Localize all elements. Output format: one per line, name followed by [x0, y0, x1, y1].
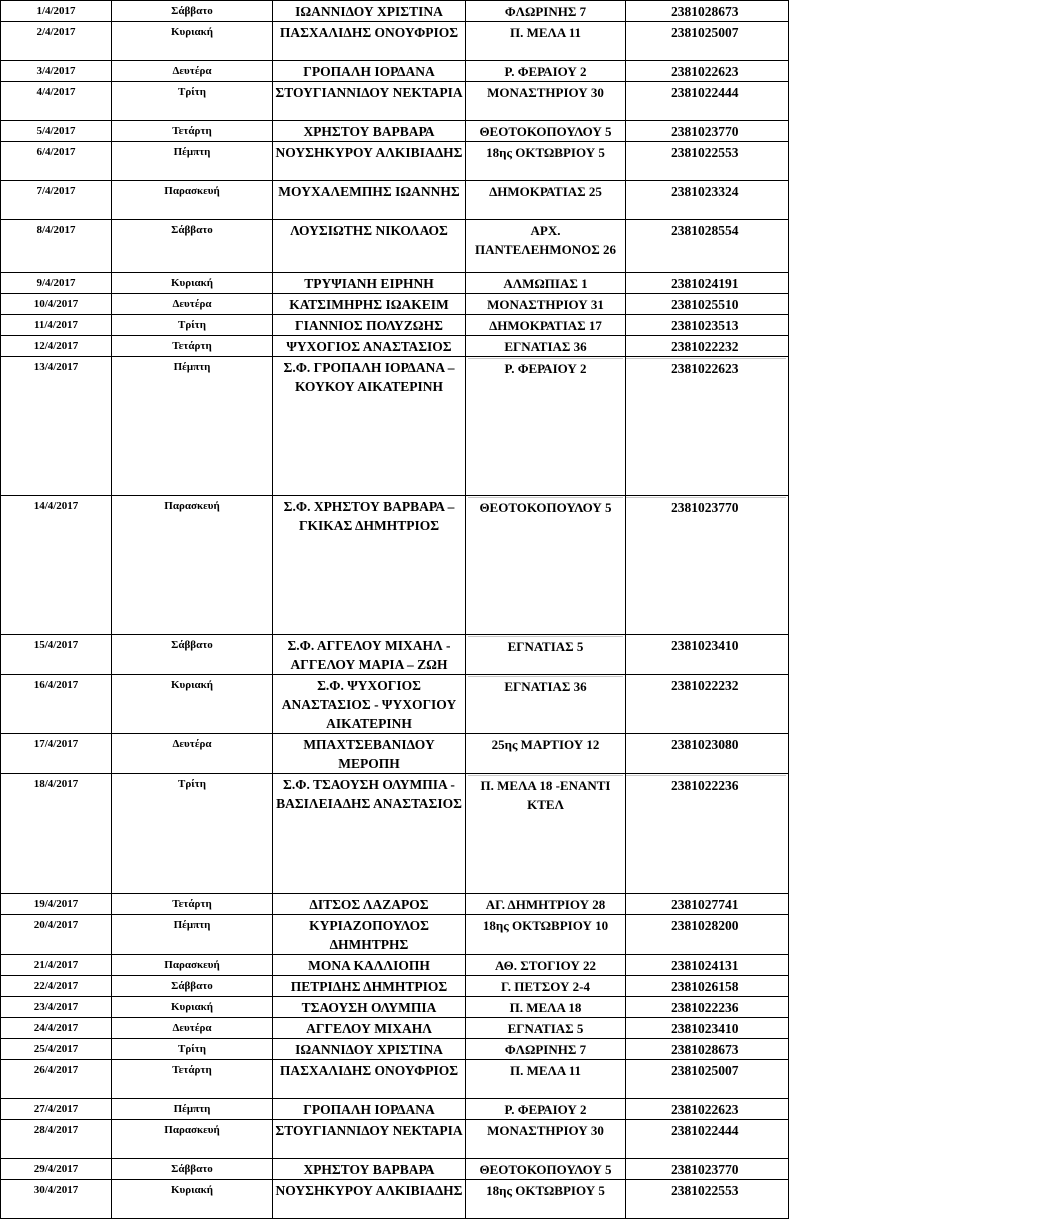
pharmacist-name-cell: ΝΟΥΣΗΚΥΡΟΥ ΑΛΚΙΒΙΑΔΗΣ	[273, 142, 466, 181]
address-cell: ΘΕΟΤΟΚΟΠΟΥΛΟΥ 5	[466, 1159, 626, 1180]
date-cell: 27/4/2017	[1, 1099, 112, 1120]
table-row	[1, 1180, 789, 1219]
date-cell: 18/4/2017	[1, 774, 112, 894]
table-row	[1, 894, 789, 915]
phone-cell: 2381023324	[626, 181, 789, 220]
date-cell: 8/4/2017	[1, 220, 112, 273]
pharmacist-name-cell: ΜΟΥΧΑΛΕΜΠΗΣ ΙΩΑΝΝΗΣ	[273, 181, 466, 220]
pharmacist-name-cell: ΠΕΤΡΙΔΗΣ ΔΗΜΗΤΡΙΟΣ	[273, 976, 466, 997]
phone-cell: 2381022623	[626, 1099, 789, 1120]
address-cell: Ρ. ΦΕΡΑΙΟΥ 2	[466, 61, 626, 82]
date-cell: 5/4/2017	[1, 121, 112, 142]
table-row	[1, 997, 789, 1018]
table-row	[1, 336, 789, 357]
address-cell: ΑΓ. ΔΗΜΗΤΡΙΟΥ 28	[466, 894, 626, 915]
address-text: ΕΓΝΑΤΙΑΣ 36	[468, 676, 623, 696]
phone-cell	[626, 774, 789, 894]
date-cell: 6/4/2017	[1, 142, 112, 181]
phone-cell: 2381022444	[626, 82, 789, 121]
address-cell	[466, 774, 626, 894]
address-cell: ΑΘ. ΣΤΟΓΙΟΥ 22	[466, 955, 626, 976]
pharmacist-name-cell: ΤΣΑΟΥΣΗ ΟΛΥΜΠΙΑ	[273, 997, 466, 1018]
day-cell: Παρασκευή	[112, 496, 273, 635]
day-cell: Παρασκευή	[112, 181, 273, 220]
phone-cell: 2381022236	[626, 997, 789, 1018]
day-cell: Τετάρτη	[112, 336, 273, 357]
date-cell: 19/4/2017	[1, 894, 112, 915]
phone-cell	[626, 357, 789, 496]
date-cell: 23/4/2017	[1, 997, 112, 1018]
address-cell: 18ης ΟΚΤΩΒΡΙΟΥ 5	[466, 142, 626, 181]
phone-cell: 2381027741	[626, 894, 789, 915]
table-row	[1, 1120, 789, 1159]
pharmacist-name-cell: Σ.Φ. ΑΓΓΕΛΟΥ ΜΙΧΑΗΛ - ΑΓΓΕΛΟΥ ΜΑΡΙΑ – ΖΩΗ	[273, 635, 466, 675]
address-cell: ΦΛΩΡΙΝΗΣ 7	[466, 1039, 626, 1060]
date-cell: 16/4/2017	[1, 675, 112, 734]
date-cell: 13/4/2017	[1, 357, 112, 496]
day-cell: Σάββατο	[112, 1159, 273, 1180]
phone-cell: 2381025007	[626, 1060, 789, 1099]
table-row	[1, 357, 789, 496]
address-text: ΕΓΝΑΤΙΑΣ 5	[468, 636, 623, 656]
address-cell: Ρ. ΦΕΡΑΙΟΥ 2	[466, 1099, 626, 1120]
address-text: Π. ΜΕΛΑ 18 -ΕΝΑΝΤΙ ΚΤΕΛ	[468, 775, 623, 814]
date-cell: 10/4/2017	[1, 294, 112, 315]
phone-cell: 2381022553	[626, 142, 789, 181]
address-cell: ΜΟΝΑΣΤΗΡΙΟΥ 31	[466, 294, 626, 315]
table-row	[1, 1, 789, 22]
phone-cell: 2381022232	[626, 675, 789, 734]
pharmacist-name-cell: ΝΟΥΣΗΚΥΡΟΥ ΑΛΚΙΒΙΑΔΗΣ	[273, 1180, 466, 1219]
phone-cell: 2381023410	[626, 1018, 789, 1039]
day-cell: Κυριακή	[112, 22, 273, 61]
phone-cell: 2381028673	[626, 1, 789, 22]
phone-cell: 2381022232	[626, 336, 789, 357]
day-cell: Πέμπτη	[112, 357, 273, 496]
pharmacist-name-cell: ΔΙΤΣΟΣ ΛΑΖΑΡΟΣ	[273, 894, 466, 915]
address-cell: Π. ΜΕΛΑ 11	[466, 22, 626, 61]
pharmacist-name-cell: ΚΥΡΙΑΖΟΠΟΥΛΟΣ ΔΗΜΗΤΡΗΣ	[273, 915, 466, 955]
address-cell: ΕΓΝΑΤΙΑΣ 36	[466, 336, 626, 357]
table-row	[1, 61, 789, 82]
pharmacist-name-cell: ΜΠΑΧΤΣΕΒΑΝΙΔΟΥ ΜΕΡΟΠΗ	[273, 734, 466, 774]
table-row	[1, 955, 789, 976]
phone-cell: 2381023513	[626, 315, 789, 336]
address-cell: ΔΗΜΟΚΡΑΤΙΑΣ 25	[466, 181, 626, 220]
phone-cell: 2381023410	[626, 635, 789, 675]
phone-cell: 2381028200	[626, 915, 789, 955]
pharmacist-name-cell: ΙΩΑΝΝΙΔΟΥ ΧΡΙΣΤΙΝΑ	[273, 1039, 466, 1060]
phone-text: 2381023770	[626, 497, 786, 517]
address-cell: ΕΓΝΑΤΙΑΣ 5	[466, 1018, 626, 1039]
day-cell: Κυριακή	[112, 997, 273, 1018]
phone-cell: 2381024191	[626, 273, 789, 294]
table-row	[1, 1039, 789, 1060]
phone-text: 2381022623	[626, 358, 786, 378]
phone-cell: 2381022623	[626, 61, 789, 82]
address-cell: ΑΡΧ. ΠΑΝΤΕΛΕΗΜΟΝΟΣ 26	[466, 220, 626, 273]
day-cell: Δευτέρα	[112, 61, 273, 82]
day-cell: Δευτέρα	[112, 734, 273, 774]
table-row	[1, 1099, 789, 1120]
day-cell: Τετάρτη	[112, 894, 273, 915]
date-cell: 26/4/2017	[1, 1060, 112, 1099]
date-cell: 24/4/2017	[1, 1018, 112, 1039]
address-cell: 18ης ΟΚΤΩΒΡΙΟΥ 10	[466, 915, 626, 955]
table-row	[1, 82, 789, 121]
address-cell: Π. ΜΕΛΑ 11	[466, 1060, 626, 1099]
table-row	[1, 635, 789, 675]
table-row	[1, 121, 789, 142]
pharmacist-name-cell: ΓΡΟΠΑΛΗ ΙΟΡΔΑΝΑ	[273, 1099, 466, 1120]
pharmacist-name-cell: ΙΩΑΝΝΙΔΟΥ ΧΡΙΣΤΙΝΑ	[273, 1, 466, 22]
pharmacist-name-cell: ΠΑΣΧΑΛΙΔΗΣ ΟΝΟΥΦΡΙΟΣ	[273, 22, 466, 61]
phone-cell: 2381025007	[626, 22, 789, 61]
table-row	[1, 496, 789, 635]
date-cell: 9/4/2017	[1, 273, 112, 294]
pharmacist-name-cell: ΚΑΤΣΙΜΗΡΗΣ ΙΩΑΚΕΙΜ	[273, 294, 466, 315]
day-cell: Δευτέρα	[112, 294, 273, 315]
phone-cell: 2381022553	[626, 1180, 789, 1219]
day-cell: Δευτέρα	[112, 1018, 273, 1039]
address-text: Ρ. ΦΕΡΑΙΟΥ 2	[468, 358, 623, 378]
phone-cell: 2381028554	[626, 220, 789, 273]
address-cell: Π. ΜΕΛΑ 18	[466, 997, 626, 1018]
phone-text: 2381022236	[626, 775, 786, 795]
day-cell: Τρίτη	[112, 315, 273, 336]
table-row	[1, 181, 789, 220]
phone-cell: 2381024131	[626, 955, 789, 976]
phone-cell: 2381022444	[626, 1120, 789, 1159]
phone-cell	[626, 496, 789, 635]
day-cell: Τρίτη	[112, 774, 273, 894]
day-cell: Τρίτη	[112, 1039, 273, 1060]
address-cell	[466, 496, 626, 635]
phone-cell: 2381023770	[626, 121, 789, 142]
day-cell: Σάββατο	[112, 976, 273, 997]
date-cell: 3/4/2017	[1, 61, 112, 82]
phone-cell: 2381025510	[626, 294, 789, 315]
pharmacist-name-cell: ΧΡΗΣΤΟΥ ΒΑΡΒΑΡΑ	[273, 121, 466, 142]
date-cell: 2/4/2017	[1, 22, 112, 61]
pharmacist-name-cell: ΜΟΝΑ ΚΑΛΛΙΟΠΗ	[273, 955, 466, 976]
table-row	[1, 915, 789, 955]
pharmacist-name-cell: ΣΤΟΥΓΙΑΝΝΙΔΟΥ ΝΕΚΤΑΡΙΑ	[273, 82, 466, 121]
table-row	[1, 315, 789, 336]
address-cell: ΔΗΜΟΚΡΑΤΙΑΣ 17	[466, 315, 626, 336]
address-cell: 25ης ΜΑΡΤΙΟΥ 12	[466, 734, 626, 774]
address-text: ΘΕΟΤΟΚΟΠΟΥΛΟΥ 5	[468, 497, 623, 517]
address-cell: Γ. ΠΕΤΣΟΥ 2-4	[466, 976, 626, 997]
day-cell: Κυριακή	[112, 273, 273, 294]
table-row	[1, 774, 789, 894]
date-cell: 25/4/2017	[1, 1039, 112, 1060]
pharmacist-name-cell: Σ.Φ. ΤΣΑΟΥΣΗ ΟΛΥΜΠΙΑ - ΒΑΣΙΛΕΙΑΔΗΣ ΑΝΑΣΤΑΣΙΟΣ	[273, 774, 466, 894]
date-cell: 7/4/2017	[1, 181, 112, 220]
day-cell: Τρίτη	[112, 82, 273, 121]
pharmacist-name-cell: ΠΑΣΧΑΛΙΔΗΣ ΟΝΟΥΦΡΙΟΣ	[273, 1060, 466, 1099]
address-cell: ΑΛΜΩΠΙΑΣ 1	[466, 273, 626, 294]
day-cell: Σάββατο	[112, 635, 273, 675]
date-cell: 20/4/2017	[1, 915, 112, 955]
day-cell: Κυριακή	[112, 675, 273, 734]
day-cell: Παρασκευή	[112, 1120, 273, 1159]
pharmacist-name-cell: Σ.Φ. ΓΡΟΠΑΛΗ ΙΟΡΔΑΝΑ – ΚΟΥΚΟΥ ΑΙΚΑΤΕΡΙΝΗ	[273, 357, 466, 496]
address-cell: ΜΟΝΑΣΤΗΡΙΟΥ 30	[466, 1120, 626, 1159]
pharmacist-name-cell: ΛΟΥΣΙΩΤΗΣ ΝΙΚΟΛΑΟΣ	[273, 220, 466, 273]
address-cell	[466, 675, 626, 734]
address-cell	[466, 635, 626, 675]
table-row	[1, 675, 789, 734]
address-cell	[466, 357, 626, 496]
table-row	[1, 273, 789, 294]
pharmacist-name-cell: Σ.Φ. ΨΥΧΟΓΙΟΣ ΑΝΑΣΤΑΣΙΟΣ - ΨΥΧΟΓΙΟΥ ΑΙΚΑΤΕΡΙΝΗ	[273, 675, 466, 734]
day-cell: Τετάρτη	[112, 121, 273, 142]
table-row	[1, 142, 789, 181]
date-cell: 21/4/2017	[1, 955, 112, 976]
date-cell: 15/4/2017	[1, 635, 112, 675]
table-row	[1, 22, 789, 61]
phone-cell: 2381023770	[626, 1159, 789, 1180]
date-cell: 17/4/2017	[1, 734, 112, 774]
pharmacist-name-cell: ΣΤΟΥΓΙΑΝΝΙΔΟΥ ΝΕΚΤΑΡΙΑ	[273, 1120, 466, 1159]
day-cell: Σάββατο	[112, 1, 273, 22]
table-row	[1, 734, 789, 774]
date-cell: 30/4/2017	[1, 1180, 112, 1219]
date-cell: 28/4/2017	[1, 1120, 112, 1159]
pharmacist-name-cell: ΨΥΧΟΓΙΟΣ ΑΝΑΣΤΑΣΙΟΣ	[273, 336, 466, 357]
address-cell: 18ης ΟΚΤΩΒΡΙΟΥ 5	[466, 1180, 626, 1219]
phone-cell: 2381028673	[626, 1039, 789, 1060]
table-row	[1, 220, 789, 273]
table-row	[1, 976, 789, 997]
phone-cell: 2381026158	[626, 976, 789, 997]
date-cell: 1/4/2017	[1, 1, 112, 22]
day-cell: Παρασκευή	[112, 955, 273, 976]
day-cell: Πέμπτη	[112, 915, 273, 955]
address-cell: ΦΛΩΡΙΝΗΣ 7	[466, 1, 626, 22]
day-cell: Πέμπτη	[112, 1099, 273, 1120]
date-cell: 14/4/2017	[1, 496, 112, 635]
day-cell: Σάββατο	[112, 220, 273, 273]
date-cell: 22/4/2017	[1, 976, 112, 997]
pharmacist-name-cell: Σ.Φ. ΧΡΗΣΤΟΥ ΒΑΡΒΑΡΑ – ΓΚΙΚΑΣ ΔΗΜΗΤΡΙΟΣ	[273, 496, 466, 635]
pharmacist-name-cell: ΓΡΟΠΑΛΗ ΙΟΡΔΑΝΑ	[273, 61, 466, 82]
day-cell: Τετάρτη	[112, 1060, 273, 1099]
pharmacist-name-cell: ΤΡΥΨΙΑΝΗ ΕΙΡΗΝΗ	[273, 273, 466, 294]
pharmacist-name-cell: ΓΙΑΝΝΙΟΣ ΠΟΛΥΖΩΗΣ	[273, 315, 466, 336]
phone-cell: 2381023080	[626, 734, 789, 774]
day-cell: Κυριακή	[112, 1180, 273, 1219]
date-cell: 4/4/2017	[1, 82, 112, 121]
table-row	[1, 294, 789, 315]
date-cell: 11/4/2017	[1, 315, 112, 336]
address-cell: ΘΕΟΤΟΚΟΠΟΥΛΟΥ 5	[466, 121, 626, 142]
table-row	[1, 1060, 789, 1099]
pharmacy-duty-table-body	[1, 1, 789, 1219]
date-cell: 29/4/2017	[1, 1159, 112, 1180]
pharmacist-name-cell: ΧΡΗΣΤΟΥ ΒΑΡΒΑΡΑ	[273, 1159, 466, 1180]
table-row	[1, 1159, 789, 1180]
table-row	[1, 1018, 789, 1039]
pharmacist-name-cell: ΑΓΓΕΛΟΥ ΜΙΧΑΗΛ	[273, 1018, 466, 1039]
address-cell: ΜΟΝΑΣΤΗΡΙΟΥ 30	[466, 82, 626, 121]
day-cell: Πέμπτη	[112, 142, 273, 181]
date-cell: 12/4/2017	[1, 336, 112, 357]
